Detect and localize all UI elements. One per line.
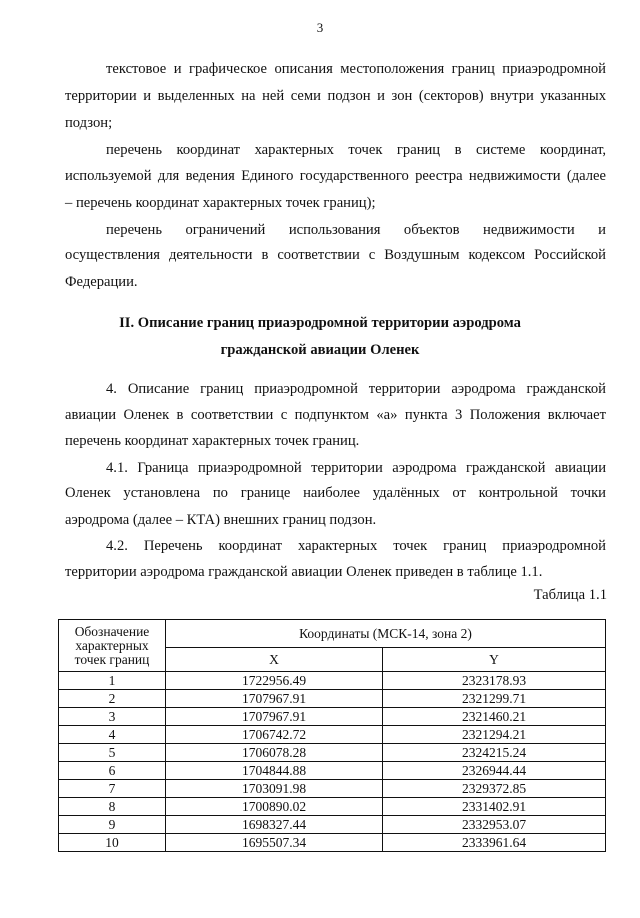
y-value: 2329372.85 (383, 780, 606, 798)
paragraph-line: перечень ограничений использования объектов недвижимости и (106, 222, 606, 238)
paragraph-line: – перечень координат характерных точек границ); (65, 195, 376, 211)
table-row (59, 726, 606, 744)
table-row (59, 762, 606, 780)
paragraph-line: 4. Описание границ приаэродромной территории аэродрома гражданской (106, 381, 606, 397)
y-value: 2331402.91 (383, 798, 606, 816)
table-row (59, 708, 606, 726)
paragraph-line: Федерации. (65, 274, 138, 290)
x-value: 1700890.02 (166, 798, 383, 816)
x-value: 1707967.91 (166, 708, 383, 726)
point-number: 3 (59, 708, 166, 726)
y-value: 2321460.21 (383, 708, 606, 726)
paragraph-line: осуществления деятельности в соответствии с Воздушным кодексом Российской (65, 247, 606, 263)
y-value: 2324215.24 (383, 744, 606, 762)
section-heading: II. Описание границ приаэродромной территории аэродрома (119, 315, 521, 331)
paragraph-line: территории аэродрома гражданской авиации Оленек приведен в таблице 1.1. (65, 564, 543, 580)
table-row (59, 744, 606, 762)
paragraph-line: 4.2. Перечень координат характерных точек границ приаэродромной (106, 538, 606, 554)
paragraph-line: аэродрома (далее – КТА) внешних границ подзон. (65, 512, 377, 528)
point-number: 1 (59, 672, 166, 690)
point-number: 5 (59, 744, 166, 762)
point-number: 10 (59, 834, 166, 852)
point-number: 4 (59, 726, 166, 744)
paragraph-line: авиации Оленек в соответствии с подпунктом «а» пункта 3 Положения включает (65, 407, 606, 423)
table-row (59, 834, 606, 852)
paragraph-line: 4.1. Граница приаэродромной территории аэродрома гражданской авиации (106, 460, 606, 476)
x-value: 1695507.34 (166, 834, 383, 852)
header-y: Y (383, 648, 606, 672)
x-value: 1703091.98 (166, 780, 383, 798)
table-row (59, 780, 606, 798)
point-number: 7 (59, 780, 166, 798)
table-row (59, 816, 606, 834)
point-number: 9 (59, 816, 166, 834)
x-value: 1722956.49 (166, 672, 383, 690)
x-value: 1706742.72 (166, 726, 383, 744)
paragraph-line: перечень координат характерных точек границ в системе координат, (106, 142, 606, 158)
header-x: X (166, 648, 383, 672)
point-number: 8 (59, 798, 166, 816)
y-value: 2321299.71 (383, 690, 606, 708)
paragraph-line: Оленек установлена по границе наиболее удалённых от контрольной точки (65, 485, 606, 501)
y-value: 2326944.44 (383, 762, 606, 780)
point-number: 6 (59, 762, 166, 780)
table-row (59, 690, 606, 708)
header-coordinates: Координаты (МСК-14, зона 2) (166, 620, 606, 648)
y-value: 2332953.07 (383, 816, 606, 834)
y-value: 2321294.21 (383, 726, 606, 744)
paragraph-line: текстовое и графическое описания местоположения границ приаэродромной (106, 61, 606, 77)
table-row (59, 798, 606, 816)
x-value: 1704844.88 (166, 762, 383, 780)
coordinates-table (58, 619, 606, 852)
x-value: 1706078.28 (166, 744, 383, 762)
paragraph-line: территории и выделенных на ней семи подзон и зон (секторов) внутри указанных (65, 88, 606, 104)
paragraph-line: перечень координат характерных точек границ. (65, 433, 360, 449)
table-caption: Таблица 1.1 (533, 587, 607, 603)
point-number: 2 (59, 690, 166, 708)
x-value: 1698327.44 (166, 816, 383, 834)
y-value: 2323178.93 (383, 672, 606, 690)
table-row (59, 672, 606, 690)
x-value: 1707967.91 (166, 690, 383, 708)
page-number: 3 (316, 20, 324, 35)
section-heading: гражданской авиации Оленек (220, 342, 420, 358)
paragraph-line: используемой для ведения Единого государственного реестра недвижимости (далее (65, 168, 606, 184)
paragraph-line: подзон; (65, 115, 113, 131)
header-point-designation: Обозначение характерных точек границ (59, 620, 166, 672)
y-value: 2333961.64 (383, 834, 606, 852)
